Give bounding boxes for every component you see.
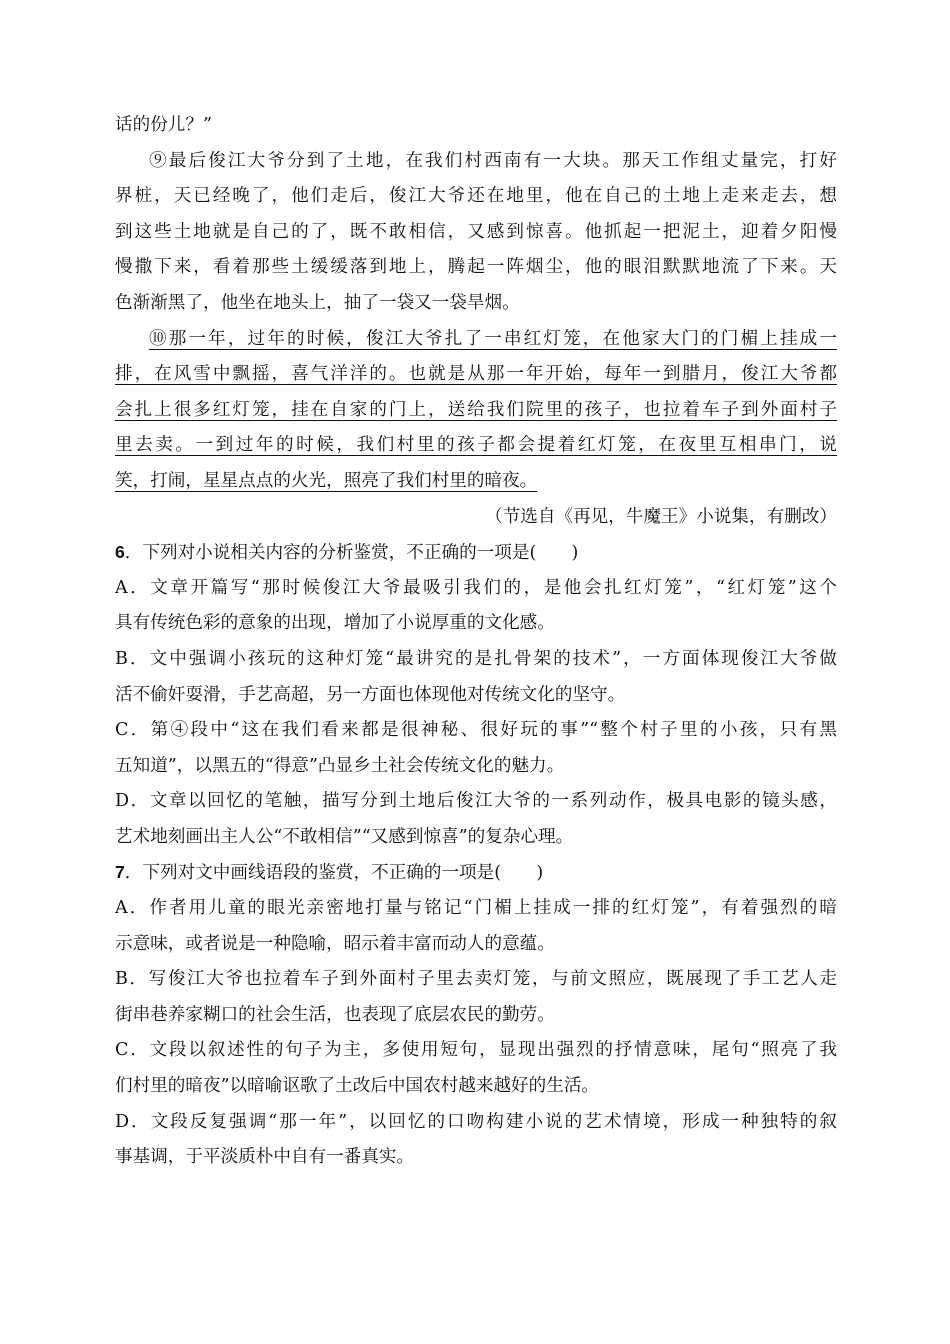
option-c (115, 713, 837, 784)
paragraph-10-line (115, 357, 837, 393)
paragraph-9-line: 色渐渐黑了，他坐在地头上，抽了一袋又一袋旱烟。 (115, 292, 520, 313)
option-a (115, 571, 837, 642)
option-d (115, 784, 837, 855)
option-line: 活不偷奸耍滑，手艺高超，另一方面也体现他对传统文化的坚守。 (115, 684, 626, 705)
question-7 (115, 855, 837, 1175)
paragraph-10-underlined (115, 322, 837, 500)
question-stem-text: ．下列对文中画线语段的鉴赏，不正确的一项是( ) (124, 863, 544, 884)
paragraph-9-line: 慢撒下来，看着那些土缓缓落到地上，腾起一阵烟尘，他的眼泪默默地流了下来。天 (115, 257, 837, 278)
paragraph-9 (115, 144, 837, 322)
option-b (115, 642, 837, 713)
underlined-text: 里去卖。一到过年的时候，我们村里的孩子都会提着红灯笼，在夜里互相串门，说 (115, 435, 837, 456)
option-a (115, 891, 837, 962)
question-stem-text: ．下列对小说相关内容的分析鉴赏，不正确的一项是( ) (124, 543, 579, 564)
option-c (115, 1033, 837, 1104)
option-line: A．作者用儿童的眼光亲密地打量与铭记“门楣上挂成一排的红灯笼”，有着强烈的暗 (115, 898, 837, 919)
option-line: C．文段以叙述性的句子为主，多使用短句，显现出强烈的抒情意味，尾句“照亮了我 (115, 1040, 837, 1061)
question-number: 6 (115, 542, 125, 563)
option-b (115, 962, 837, 1033)
document-page (115, 108, 837, 1176)
option-line: D．文章以回忆的笔触，描写分到土地后俊江大爷的一系列动作，极具电影的镜头感， (115, 791, 837, 812)
option-line: D．文段反复强调“那一年”，以回忆的口吻构建小说的艺术情境，形成一种独特的叙 (115, 1111, 837, 1132)
underlined-text: 排，在风雪中飘摇，喜气洋洋的。也就是从那一年开始，每年一到腊月，俊江大爷都 (115, 364, 837, 385)
underlined-text: ⑩那一年，过年的时候，俊江大爷扎了一串红灯笼，在他家大门的门楣上挂成一 (149, 328, 837, 349)
option-line: A．文章开篇写“那时候俊江大爷最吸引我们的，是他会扎红灯笼”，“红灯笼”这个 (115, 577, 837, 598)
paragraph-10-line (115, 393, 837, 429)
option-line: 五知道”，以黑五的“得意”凸显乡土社会传统文化的魅力。 (115, 755, 565, 776)
question-6 (115, 535, 837, 855)
option-line: 们村里的暗夜”以暗喻讴歌了土改后中国农村越来越好的生活。 (115, 1076, 600, 1097)
option-line: B．文中强调小孩玩的这种灯笼“最讲究的是扎骨架的技术”，一方面体现俊江大爷做 (115, 648, 837, 669)
option-line: C．第④段中“这在我们看来都是很神秘、很好玩的事”“整个村子里的小孩，只有黑 (115, 720, 837, 741)
option-line: 街串巷养家糊口的社会生活，也表现了底层农民的勤劳。 (115, 1004, 555, 1025)
underlined-text: 笑，打闹，星星点点的火光，照亮了我们村里的暗夜。 (115, 470, 538, 491)
paragraph-8-tail: 话的份儿？” (115, 115, 212, 135)
question-number: 7 (115, 862, 125, 883)
underlined-text: 会扎上很多红灯笼，挂在自家的门上，送给我们院里的孩子，也拉着车子到外面村子 (115, 399, 837, 420)
option-line: 具有传统色彩的意象的出现，增加了小说厚重的文化感。 (115, 613, 555, 634)
paragraph-9-line: 到这些土地就是自己的了，既不敢相信，又感到惊喜。他抓起一把泥土，迎着夕阳慢 (115, 221, 837, 242)
paragraph-9-line: ⑨最后俊江大爷分到了土地，在我们村西南有一大块。那天工作组丈量完，打好 (149, 150, 837, 171)
option-line: 艺术地刻画出主人公“不敢相信”“又感到惊喜”的复杂心理。 (115, 826, 574, 847)
option-line: B．写俊江大爷也拉着车子到外面村子里去卖灯笼，与前文照应，既展现了手工艺人走 (115, 969, 837, 990)
source-citation: （节选自《再见，牛魔王》小说集，有删改） (485, 506, 837, 527)
paragraph-9-line: 界桩，天已经晚了，他们走后，俊江大爷还在地里，他在自己的土地上走来走去，想 (115, 186, 837, 207)
option-line: 事基调，于平淡质朴中自有一番真实。 (115, 1147, 415, 1168)
option-d (115, 1105, 837, 1176)
option-line: 示意味，或者说是一种隐喻，昭示着丰富而动人的意蕴。 (115, 933, 555, 954)
question-stem (115, 855, 837, 891)
paragraph-10-line (115, 428, 837, 464)
paragraph-10-line (115, 464, 837, 500)
question-stem (115, 535, 837, 571)
paragraph-10-line (115, 322, 837, 358)
